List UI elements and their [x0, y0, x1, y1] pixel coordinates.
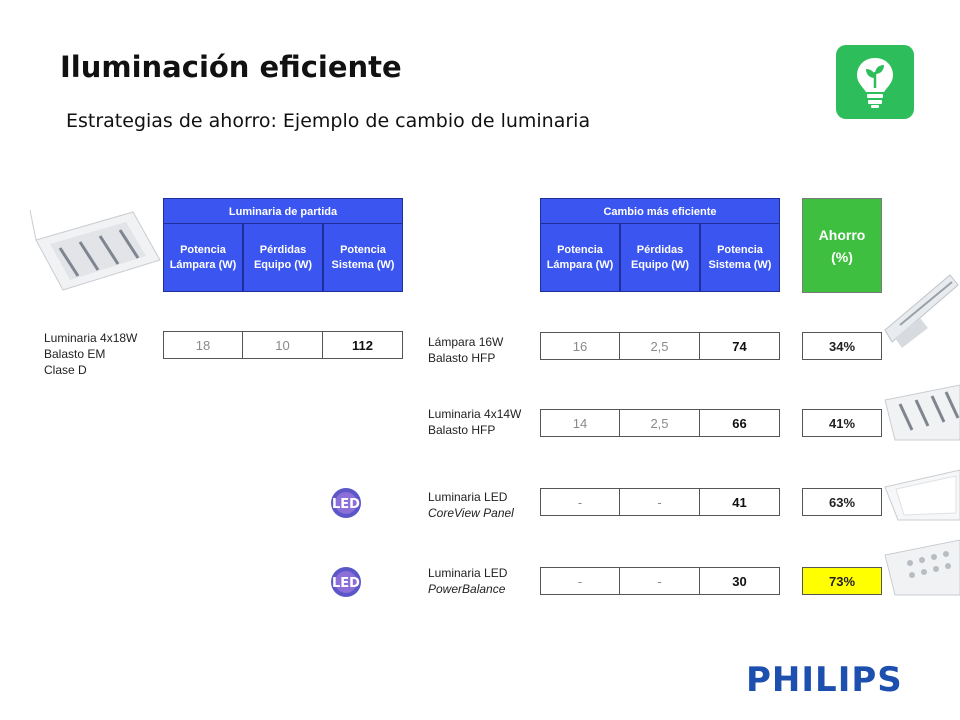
cell-potencia-sistema: 41 — [700, 488, 780, 516]
table-row — [163, 331, 403, 359]
cell-potencia-lampara: 18 — [163, 331, 243, 359]
left-table-title: Luminaria de partida — [163, 198, 403, 224]
column-header-potencia-lampara: Potencia Lámpara (W) — [163, 224, 243, 292]
luminaria-coreview-image — [880, 465, 960, 525]
cell-potencia-lampara: - — [540, 488, 620, 516]
cell-potencia-sistema: 30 — [700, 567, 780, 595]
column-header-perdidas-equipo: Pérdidas Equipo (W) — [243, 224, 323, 292]
savings-cell: 34% — [802, 332, 882, 360]
right-row-label: Luminaria 4x14W Balasto HFP — [428, 407, 522, 437]
column-header-potencia-sistema: Potencia Sistema (W) — [323, 224, 403, 292]
lampara-t5-image — [880, 270, 960, 355]
table-row — [540, 567, 780, 595]
savings-header — [802, 198, 882, 293]
cell-perdidas-equipo: - — [620, 488, 700, 516]
luminaria-powerbalance-image — [880, 535, 960, 605]
cell-potencia-lampara: 14 — [540, 409, 620, 437]
cell-potencia-sistema: 74 — [700, 332, 780, 360]
cell-perdidas-equipo: 10 — [243, 331, 323, 359]
column-header-potencia-lampara: Potencia Lámpara (W) — [540, 224, 620, 292]
savings-header-label: Ahorro — [818, 226, 866, 243]
right-row-label: Lámpara 16W Balasto HFP — [428, 335, 504, 365]
led-badge-icon — [328, 485, 362, 519]
right-table-column-headers — [540, 224, 780, 292]
right-row-label: Luminaria LED CoreView Panel — [428, 490, 514, 520]
cell-potencia-sistema: 112 — [323, 331, 403, 359]
table-row — [540, 332, 780, 360]
table-row — [540, 488, 780, 516]
left-table-column-headers — [163, 224, 403, 292]
column-header-potencia-sistema: Potencia Sistema (W) — [700, 224, 780, 292]
led-badge-icon — [328, 564, 362, 598]
brand-logo: PHILIPS — [746, 660, 903, 700]
cell-potencia-lampara: 16 — [540, 332, 620, 360]
savings-header-unit: (%) — [831, 248, 853, 265]
right-row-label: Luminaria LED PowerBalance — [428, 566, 508, 596]
cell-perdidas-equipo: - — [620, 567, 700, 595]
right-table-title: Cambio más eficiente — [540, 198, 780, 224]
cell-perdidas-equipo: 2,5 — [620, 409, 700, 437]
savings-cell-highlighted: 73% — [802, 567, 882, 595]
cell-perdidas-equipo: 2,5 — [620, 332, 700, 360]
svg-text:LED: LED — [332, 497, 360, 512]
luminaria-4x14-image — [880, 380, 960, 450]
luminaria-4x18-image — [28, 200, 164, 300]
page-title: Iluminación eficiente — [60, 50, 402, 84]
table-row — [540, 409, 780, 437]
cell-potencia-sistema: 66 — [700, 409, 780, 437]
cell-potencia-lampara: - — [540, 567, 620, 595]
column-header-perdidas-equipo: Pérdidas Equipo (W) — [620, 224, 700, 292]
page-subtitle: Estrategias de ahorro: Ejemplo de cambio de luminaria — [66, 110, 591, 132]
svg-text:LED: LED — [332, 576, 360, 591]
left-row-label: Luminaria 4x18W Balasto EM Clase D — [44, 331, 138, 377]
savings-cell: 63% — [802, 488, 882, 516]
eco-lightbulb-icon — [836, 45, 914, 119]
savings-cell: 41% — [802, 409, 882, 437]
